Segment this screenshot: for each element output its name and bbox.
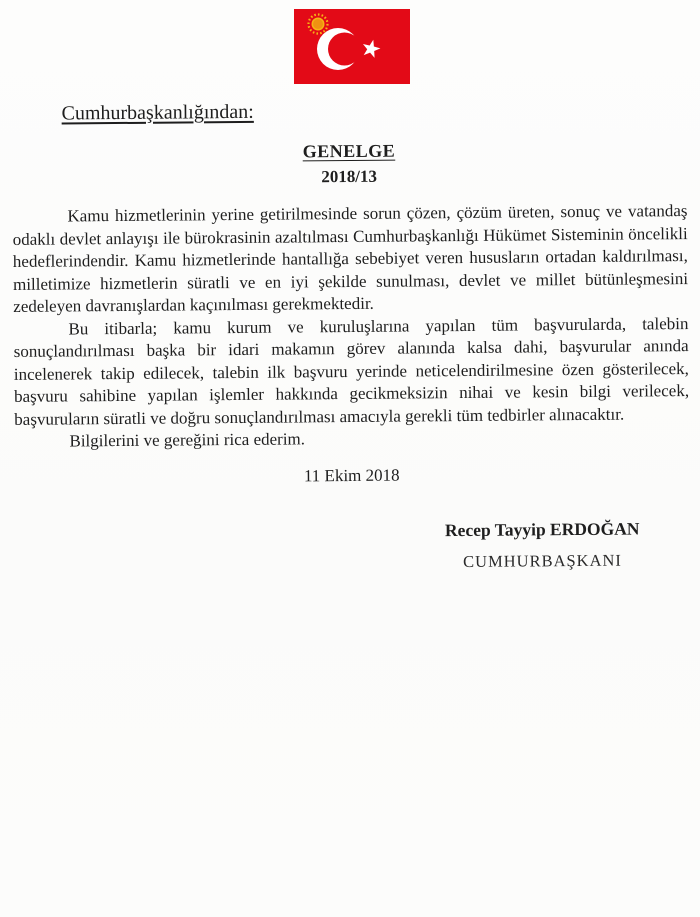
- document-date: 11 Ekim 2018: [303, 465, 400, 486]
- closing-line: Bilgilerini ve gereğini rica ederim.: [69, 429, 306, 451]
- document-number: 2018/13: [321, 166, 378, 187]
- document-type-title: GENELGE: [302, 140, 396, 162]
- document-body: [12, 200, 689, 453]
- signatory-name: Recep Tayyip ERDOĞAN: [444, 518, 640, 541]
- signatory-title: CUMHURBAŞKANI: [463, 550, 622, 572]
- body-paragraph-2: Bu itibarla; kamu kurum ve kuruluşlarına yapılan tüm başvurularda, talebin sonuçlandırılması başka bir idari makamın görev alanında kalsa dahi, başvurular anında incelenerek takip edilecek, talebin ilk başvuru yerinde neticelendirilmesine özen gösterilecek, başvuru sahibine yapılan işlemler hakkında gecikmeksizin nihai ve kesin bilgi verilecek, başvuruların süratli ve doğru sonuçlandırılması amacıyla gerekli tüm tedbirler alınacaktır.: [13, 313, 690, 429]
- signature-block: [392, 518, 692, 573]
- body-paragraph-1: Kamu hizmetlerinin yerine getirilmesinde sorun çözen, çözüm üreten, sonuç ve vatandaş odaklı devlet anlayışı ile bürokrasinin azaltılması Cumhurbaşkanlığı Hükümet Sisteminin öncelikli hedeflerindendir. Kamu hizmetlerinde hantallığa sebebiyet veren hususların ortadan kaldırılması, milletimize hizmetlerin süratli ve en iyi şekilde sunulması, devlet ve millet bütünleşmesini zedeleyen davranışlardan kaçınılması gerekmektedir.: [12, 201, 689, 316]
- issuing-authority-label: Cumhurbaşkanlığından:: [61, 100, 254, 125]
